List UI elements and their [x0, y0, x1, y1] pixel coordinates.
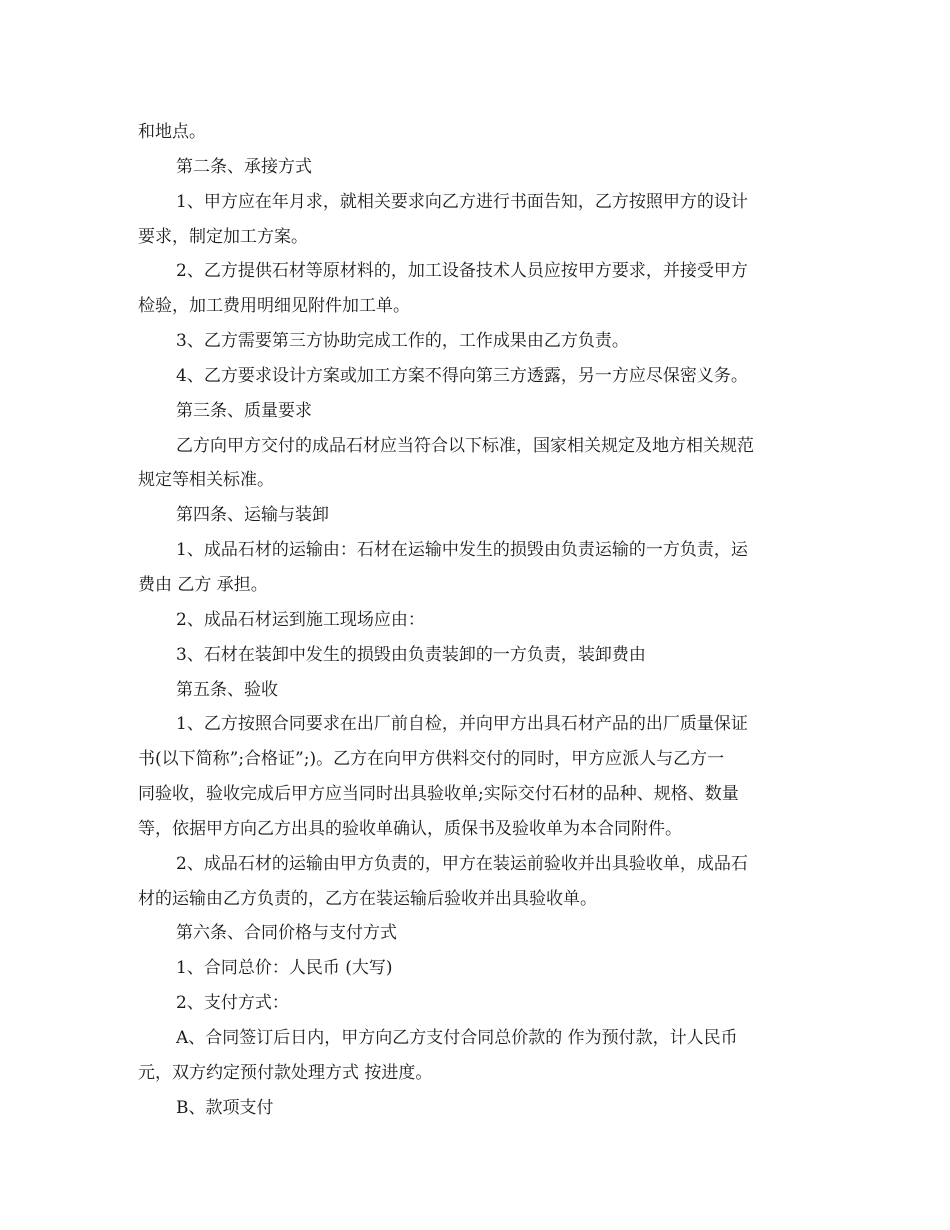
- text-line: 书(以下简称”;合格证”;)。乙方在向甲方供料交付的同时，甲方应派人与乙方一: [138, 749, 725, 770]
- text-line: 和地点。: [138, 122, 206, 142]
- document-page: [138, 115, 814, 1125]
- text-line: 同验收，验收完成后甲方应当同时出具验收单;实际交付石材的品种、规格、数量: [138, 784, 739, 805]
- text-line: B、款项支付: [176, 1097, 274, 1118]
- section-heading: 第六条、合同价格与支付方式: [176, 923, 397, 944]
- text-line: 2、支付方式：: [176, 993, 289, 1014]
- text-line: 3、乙方需要第三方协助完成工作的，工作成果由乙方负责。: [176, 331, 629, 352]
- section-heading: 第五条、验收: [176, 679, 278, 700]
- text-line: 2、乙方提供石材等原材料的，加工设备技术人员应按甲方要求，并接受甲方: [176, 261, 748, 282]
- text-line: 1、合同总价：人民币 (大写): [176, 958, 393, 979]
- text-line: 3、石材在装卸中发生的损毁由负责装卸的一方负责，装卸费由: [176, 644, 646, 665]
- text-line: 乙方向甲方交付的成品石材应当符合以下标准，国家相关规定及地方相关规范: [176, 435, 754, 456]
- section-heading: 第四条、运输与装卸: [176, 505, 329, 526]
- section-heading: 第三条、质量要求: [176, 400, 312, 421]
- text-line: 要求，制定加工方案。: [138, 226, 308, 247]
- text-line: 元，双方约定预付款处理方式 按进度。: [138, 1062, 433, 1083]
- text-line: 费由 乙方 承担。: [138, 574, 268, 595]
- text-line: 1、乙方按照合同要求在出厂前自检，并向甲方出具石材产品的出厂质量保证: [176, 714, 748, 735]
- text-line: 规定等相关标准。: [138, 470, 274, 491]
- text-line: 材的运输由乙方负责的，乙方在装运输后验收并出具验收单。: [138, 888, 597, 909]
- text-line: A、合同签订后日内，甲方向乙方支付合同总价款的 作为预付款，计人民币: [176, 1027, 738, 1048]
- text-line: 2、成品石材的运输由甲方负责的，甲方在装运前验收并出具验收单，成品石: [176, 853, 748, 874]
- text-line: 1、成品石材的运输由：石材在运输中发生的损毁由负责运输的一方负责，运: [176, 540, 748, 561]
- text-line: 4、乙方要求设计方案或加工方案不得向第三方透露，另一方应尽保密义务。: [176, 365, 748, 386]
- text-line: 检验，加工费用明细见附件加工单。: [138, 296, 410, 317]
- text-line: 1、甲方应在年月求，就相关要求向乙方进行书面告知，乙方按照甲方的设计: [176, 191, 748, 212]
- text-line: 2、成品石材运到施工现场应由：: [176, 609, 425, 630]
- text-line: 等，依据甲方向乙方出具的验收单确认，质保书及验收单为本合同附件。: [138, 818, 682, 839]
- section-heading: 第二条、承接方式: [176, 156, 312, 177]
